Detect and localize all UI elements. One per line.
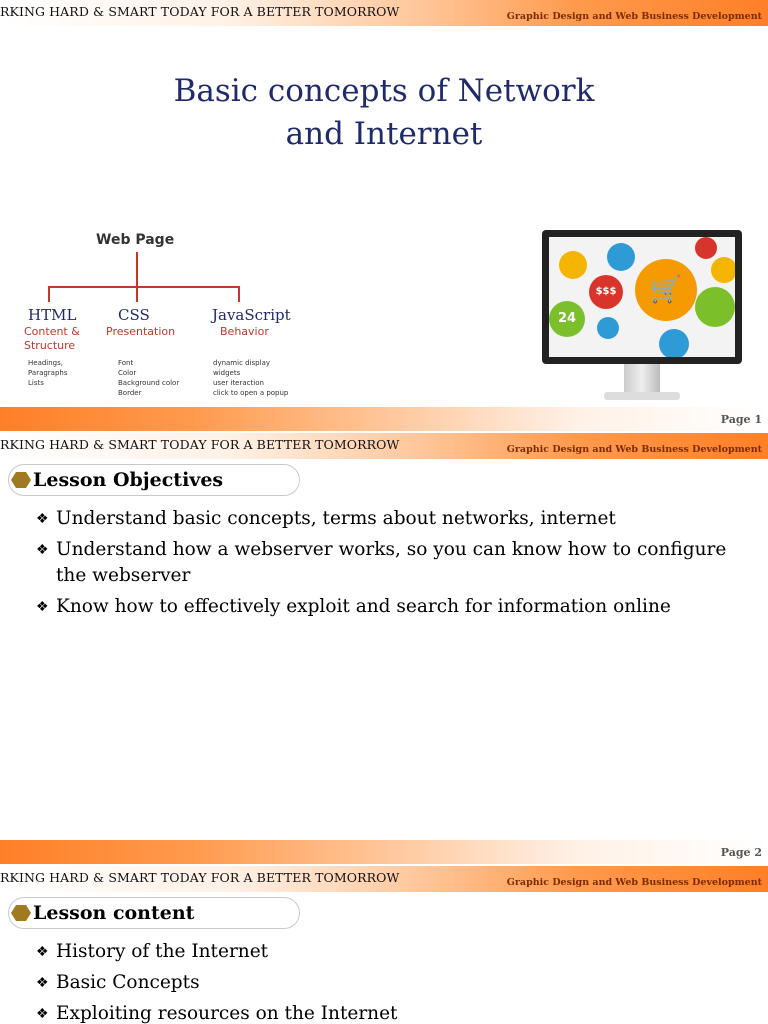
tag-icon <box>695 237 717 259</box>
column-html-title: HTML <box>28 306 77 324</box>
column-js-subtitle: Behavior <box>220 325 269 338</box>
column-js-title: JavaScript <box>212 306 291 324</box>
objectives-list <box>36 506 756 625</box>
header-department: Graphic Design and Web Business Development <box>506 877 762 888</box>
list-item: ❖ Understand how a webserver works, so you can know how to configure the webserver <box>36 539 727 586</box>
list-item: ❖ History of the Internet <box>36 939 756 965</box>
diagram-connector <box>48 286 240 288</box>
diagram-root-label: Web Page <box>96 232 175 248</box>
diamond-bullet-icon: ❖ <box>36 944 49 960</box>
list-item: ❖ Basic Concepts <box>36 970 756 996</box>
slide-3 <box>0 866 768 1024</box>
price-icon: $$$ <box>589 275 623 309</box>
column-css-items: Font Color Background color Border <box>118 359 180 397</box>
list-item: ❖ Exploiting resources on the Internet <box>36 1001 756 1024</box>
column-css-subtitle: Presentation <box>106 325 176 338</box>
column-html-items: Headings, Paragraphs Lists <box>28 359 68 387</box>
monitor-base <box>604 392 680 400</box>
slide-footer <box>0 840 768 864</box>
ecommerce-monitor-illustration <box>542 230 742 402</box>
monitor-stand <box>624 364 660 394</box>
header-slogan: RKING HARD & SMART TODAY FOR A BETTER TOMORROW <box>0 4 400 19</box>
diagram-connector <box>136 286 138 302</box>
page-number: Page 1 <box>720 413 762 426</box>
diamond-bullet-icon: ❖ <box>36 599 49 615</box>
content-list <box>36 939 756 1024</box>
slide-title <box>0 70 768 156</box>
section-heading-lesson-content <box>8 897 300 929</box>
title-line-1: Basic concepts of Network <box>173 73 595 109</box>
slide-1 <box>0 0 768 432</box>
header-slogan: RKING HARD & SMART TODAY FOR A BETTER TOMORROW <box>0 437 400 452</box>
shopping-cart-icon: 🛒 <box>635 259 697 321</box>
24-hours-icon: 24 <box>549 301 585 337</box>
lock-icon <box>607 243 635 271</box>
diamond-bullet-icon: ❖ <box>36 511 49 527</box>
header-department: Graphic Design and Web Business Development <box>506 11 762 22</box>
column-html-subtitle: Content & Structure <box>24 325 80 352</box>
slide-footer <box>0 407 768 431</box>
slide-header <box>0 0 768 26</box>
list-item: ❖ Know how to effectively exploit and search for information online <box>36 594 756 620</box>
diagram-connector <box>136 252 138 288</box>
column-js-items: dynamic display widgets user iteraction click to open a popup <box>213 359 289 397</box>
hexagon-icon <box>11 905 31 921</box>
diamond-bullet-icon: ❖ <box>36 975 49 991</box>
phone-icon <box>597 317 619 339</box>
hexagon-icon <box>11 472 31 488</box>
diagram-connector <box>238 286 240 302</box>
section-heading-lesson-objectives <box>8 464 300 496</box>
web-page-diagram <box>18 226 318 402</box>
slide-header <box>0 433 768 459</box>
gift-icon <box>695 287 735 327</box>
truck-icon <box>559 251 587 279</box>
section-heading-text: Lesson Objectives <box>33 469 224 491</box>
diagram-connector <box>48 286 50 302</box>
column-css-title: CSS <box>118 306 150 324</box>
diamond-bullet-icon: ❖ <box>36 542 49 558</box>
chat-icon <box>659 329 689 357</box>
page-number: Page 2 <box>720 846 762 859</box>
slide-header <box>0 866 768 892</box>
monitor-screen <box>542 230 742 364</box>
title-line-2: and Internet <box>285 116 483 152</box>
slide-2 <box>0 433 768 866</box>
header-slogan: RKING HARD & SMART TODAY FOR A BETTER TOMORROW <box>0 870 400 885</box>
header-department: Graphic Design and Web Business Development <box>506 444 762 455</box>
diamond-bullet-icon: ❖ <box>36 1006 49 1022</box>
section-heading-text: Lesson content <box>33 902 195 924</box>
mail-icon <box>711 257 735 283</box>
list-item: ❖ Understand basic concepts, terms about networks, internet <box>36 506 756 532</box>
